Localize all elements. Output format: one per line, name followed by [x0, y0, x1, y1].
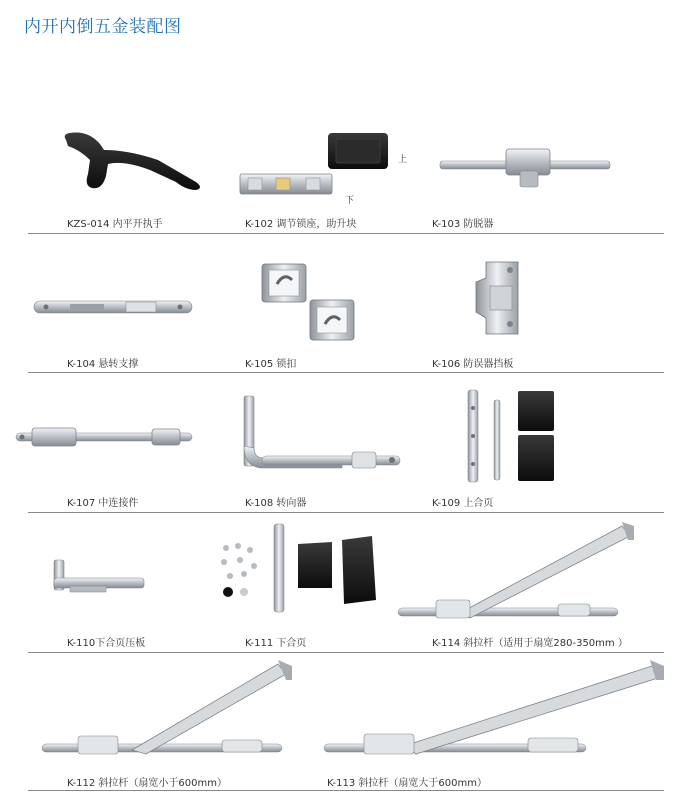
- k-114-diagonal-stay-image: [398, 518, 634, 624]
- k-102-lift-block-image: [328, 131, 388, 171]
- kzs-014-caption: KZS-014 内平开执手: [67, 219, 163, 230]
- row-divider-1: [28, 233, 664, 234]
- k-113-caption: K-113 斜拉杆（扇宽大于600mm）: [327, 778, 487, 789]
- k-111-screws-image: [214, 540, 264, 600]
- row-divider-2: [28, 372, 664, 373]
- k-102-lock-seat-image: [240, 172, 332, 196]
- k-106-caption: K-106 防误器挡板: [432, 359, 514, 370]
- k-109-top-hinge-pins-image: [464, 390, 508, 482]
- k-102-tag-bottom: 下: [345, 196, 355, 206]
- k-103-anti-drop-image: [440, 145, 610, 190]
- row-divider-4: [28, 652, 664, 653]
- k-105-caption: K-105 锁扣: [245, 359, 297, 370]
- row-divider-3: [28, 512, 664, 513]
- k-112-caption: K-112 斜拉杆（扇宽小于600mm）: [67, 778, 227, 789]
- k-108-caption: K-108 转向器: [245, 498, 307, 509]
- k-108-corner-drive-image: [242, 396, 400, 476]
- k-104-caption: K-104 悬转支撑: [67, 359, 139, 370]
- k-109-caption: K-109 上合页: [432, 498, 494, 509]
- k-113-diagonal-stay-image: [324, 658, 666, 758]
- row-divider-5: [28, 790, 664, 791]
- k-102-tag-top: 上: [398, 155, 408, 165]
- k-105-strike-image-2: [310, 300, 354, 340]
- k-112-diagonal-stay-image: [42, 658, 294, 758]
- k-105-strike-image-1: [262, 264, 306, 302]
- k-106-baffle-image: [476, 262, 526, 334]
- k-107-caption: K-107 中连接件: [67, 498, 139, 509]
- k-104-tilt-support-image: [34, 297, 192, 317]
- kzs-014-handle-image: [58, 130, 208, 205]
- k-114-caption: K-114 斜拉杆（适用于扇宽280-350mm ）: [432, 638, 628, 649]
- k-110-caption: K-110下合页压板: [67, 638, 146, 649]
- k-107-middle-connector-image: [16, 426, 192, 448]
- k-111-bottom-hinge-image: [272, 524, 382, 616]
- k-109-top-hinge-black-image: [516, 391, 558, 483]
- k-103-caption: K-103 防脱器: [432, 219, 494, 230]
- page-title: 内开内倒五金装配图: [24, 17, 182, 37]
- k-110-bottom-hinge-plate-image: [50, 560, 146, 596]
- k-102-caption: K-102 调节锁座，助升块: [245, 219, 357, 230]
- k-111-caption: K-111 下合页: [245, 638, 307, 649]
